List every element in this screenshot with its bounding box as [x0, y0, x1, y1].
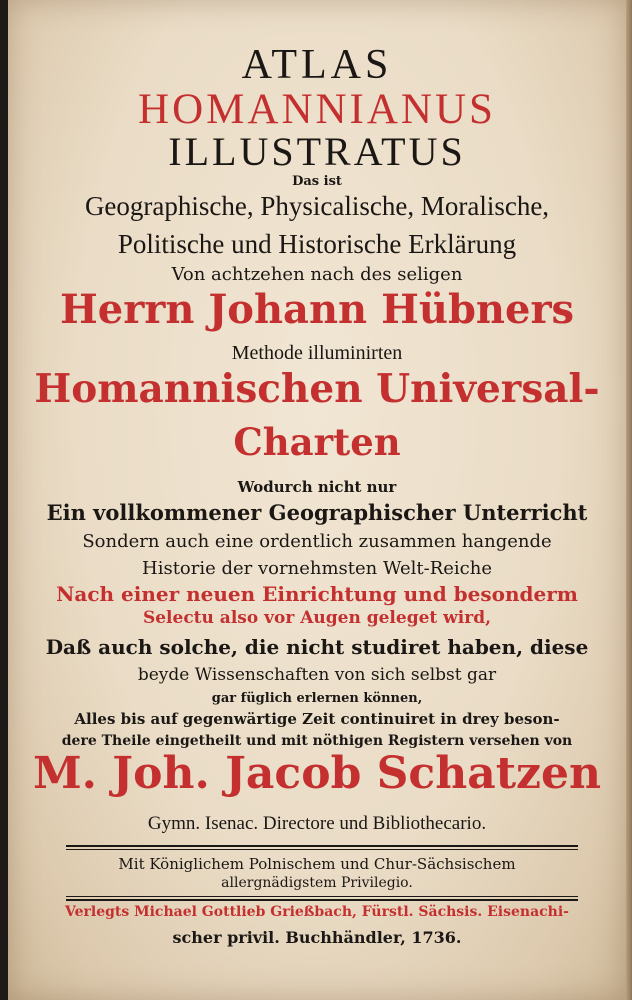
title-illustratus: ILLUSTRATUS [168, 129, 466, 174]
methode-line: Methode illuminirten [231, 342, 403, 364]
sondern-line: Sondern auch eine ordentlich zusammen hangende [82, 531, 552, 552]
subtitle-das-ist: Das ist [292, 174, 342, 189]
privilegio-line-1: Mit Königlichem Polnischem und Chur-Sächsischem [118, 855, 516, 873]
rule-bottom-thin [66, 896, 578, 897]
einrichtung-line: Nach einer neuen Einrichtung und besonderm [56, 582, 578, 606]
author-huebner: Herrn Johann Hübners [59, 286, 575, 333]
rule-top [66, 845, 578, 847]
subtitle-line-politische: Politische und Historische Erklärung [117, 229, 517, 259]
rule-bottom [66, 899, 578, 901]
registern-line: dere Theile eingetheilt und mit nöthigen Registern versehen von [61, 733, 573, 749]
continuiret-line: Alles bis auf gegenwärtige Zeit continuiret in drey beson- [74, 710, 560, 728]
author-schatzen: M. Joh. Jacob Schatzen [32, 748, 602, 799]
subtitle-line-achtzehen: Von achtzehen nach des seligen [171, 264, 463, 285]
studiret-line: Daß auch solche, die nicht studiret haben, diese [45, 635, 589, 659]
publisher-line: Verlegts Michael Gottlieb Grießbach, Fürstl. Sächsis. Eisenachi- [65, 904, 569, 920]
wodurch-line: Wodurch nicht nur [237, 478, 397, 496]
imprint-line: scher privil. Buchhändler, 1736. [172, 928, 462, 947]
subtitle-line-geographische: Geographische, Physicalische, Moralische, [84, 191, 550, 221]
rule-top-thin [66, 849, 578, 850]
unterricht-line: Ein vollkommener Geographischer Unterricht [46, 500, 588, 525]
privilegio-line-2: allergnädigstem Privilegio. [221, 875, 413, 891]
charten-line: Charten [233, 420, 401, 464]
title-atlas: ATLAS [241, 42, 393, 88]
homannischen-line: Homannischen Universal- [34, 366, 600, 412]
title-homannianus: HOMANNIANUS [138, 86, 496, 133]
directore-line: Gymn. Isenac. Directore und Bibliothecario. [147, 813, 487, 834]
title-page [8, 0, 626, 1000]
page-edge [626, 0, 632, 1000]
selectu-line: Selectu also vor Augen geleget wird, [142, 608, 492, 628]
historie-line: Historie der vornehmsten Welt-Reiche [142, 558, 492, 579]
erlernen-line: gar füglich erlernen können, [211, 691, 423, 706]
wissenschaften-line: beyde Wissenschaften von sich selbst gar [137, 665, 497, 685]
